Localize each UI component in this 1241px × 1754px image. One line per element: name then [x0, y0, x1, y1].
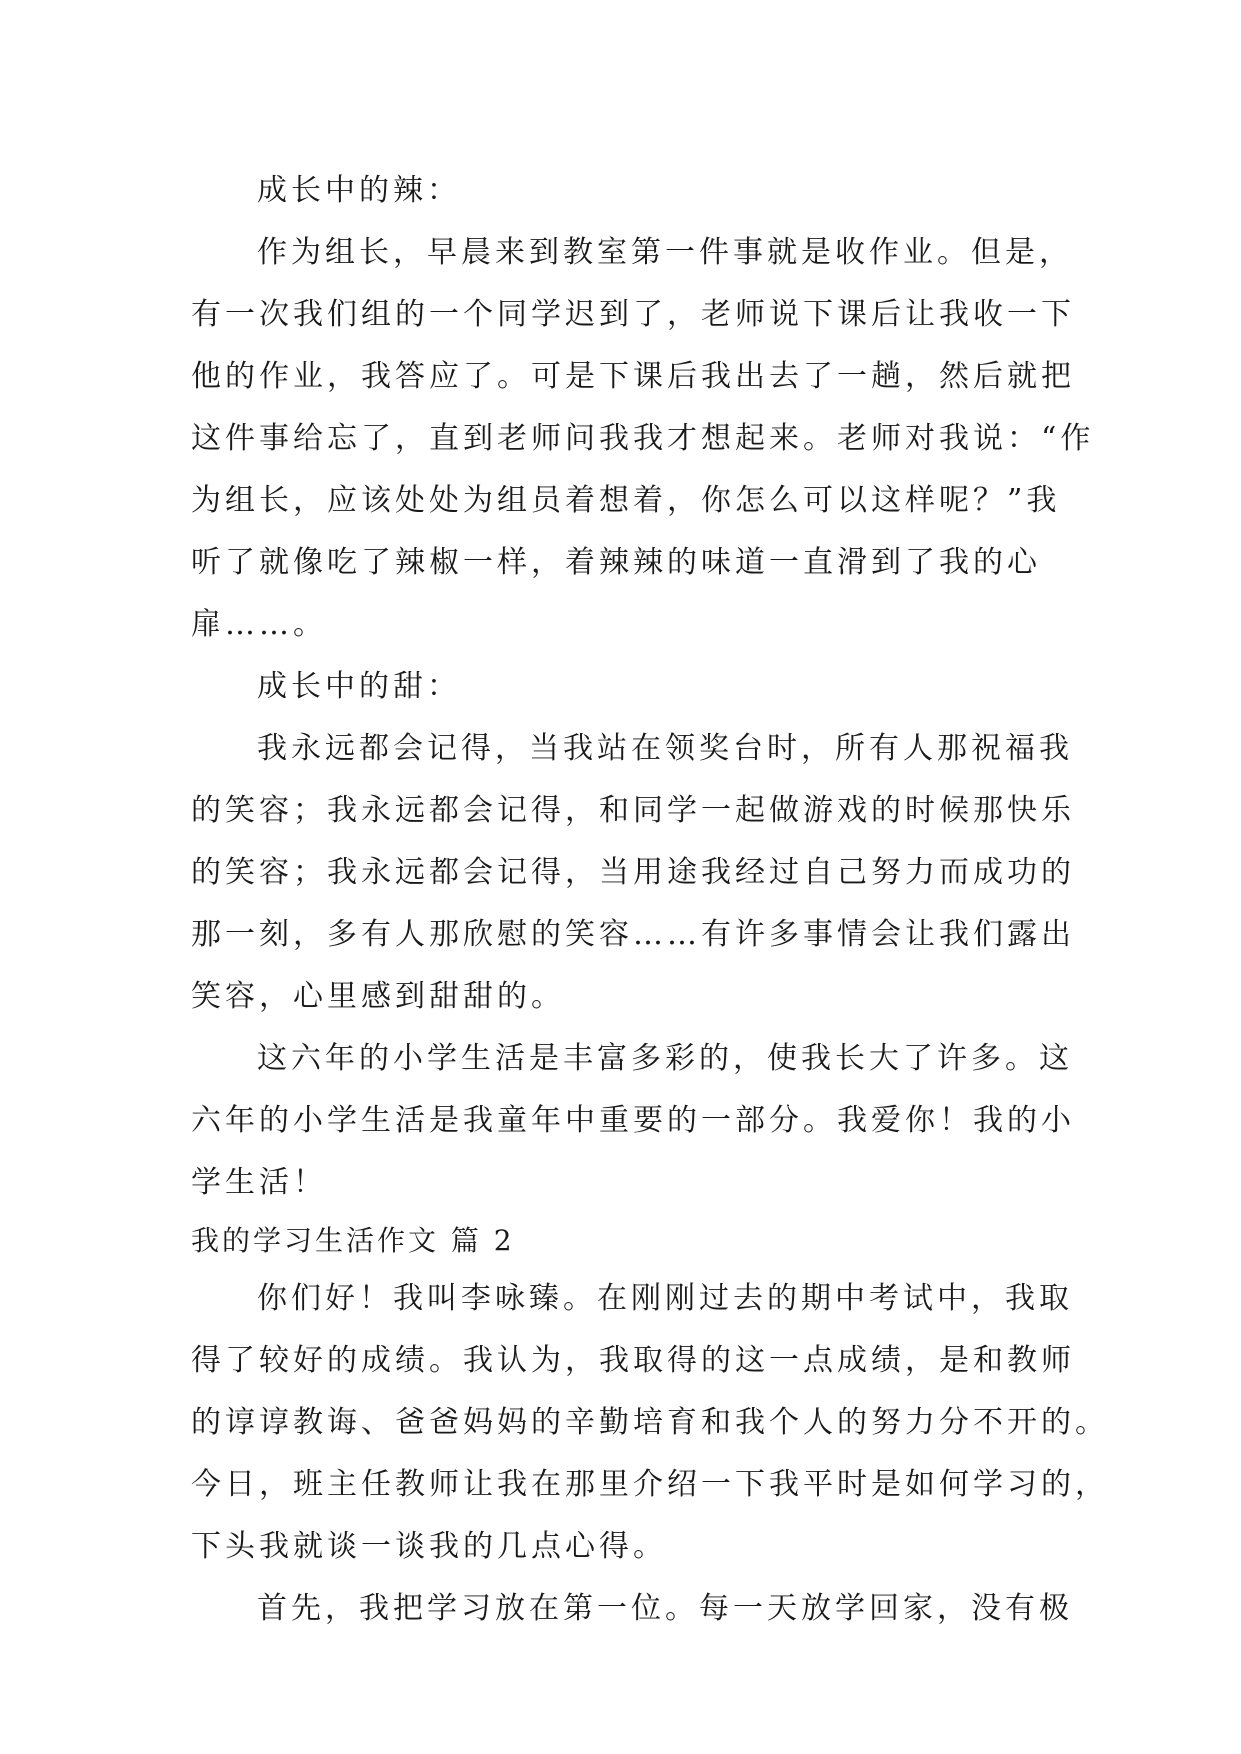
paragraph-line: 你们好！我叫李咏臻。在刚刚过去的期中考试中，我取 — [257, 1281, 1073, 1316]
paragraph-line: 听了就像吃了辣椒一样，着辣辣的味道一直滑到了我的心 — [191, 545, 1041, 580]
paragraph-line: 这六年的小学生活是丰富多彩的，使我长大了许多。这 — [257, 1041, 1073, 1076]
paragraph-line: 他的作业，我答应了。可是下课后我出去了一趟，然后就把 — [191, 359, 1075, 394]
paragraph-line: 下头我就谈一谈我的几点心得。 — [191, 1529, 667, 1564]
subheading-tian: 成长中的甜： — [257, 669, 461, 704]
paragraph-line: 六年的小学生活是我童年中重要的一部分。我爱你！我的小 — [191, 1103, 1075, 1138]
paragraph-line: 学生活！ — [191, 1165, 327, 1200]
paragraph-line: 我永远都会记得，当我站在领奖台时，所有人那祝福我 — [257, 731, 1073, 766]
document-body — [191, 160, 1109, 1640]
subheading-la: 成长中的辣： — [257, 173, 461, 208]
paragraph-line: 笑容，心里感到甜甜的。 — [191, 979, 565, 1014]
paragraph-line: 的笑容；我永远都会记得，当用途我经过自己努力而成功的 — [191, 855, 1075, 890]
paragraph-line: 有一次我们组的一个同学迟到了，老师说下课后让我收一下 — [191, 297, 1075, 332]
paragraph-line: 的笑容；我永远都会记得，和同学一起做游戏的时候那快乐 — [191, 793, 1075, 828]
paragraph-line: 为组长，应该处处为组员着想着，你怎么可以这样呢？”我 — [191, 483, 1061, 518]
paragraph-line: 首先，我把学习放在第一位。每一天放学回家，没有极 — [257, 1591, 1073, 1626]
paragraph-line: 这件事给忘了，直到老师问我我才想起来。老师对我说：“作 — [191, 421, 1095, 456]
paragraph-line: 得了较好的成绩。我认为，我取得的这一点成绩，是和教师 — [191, 1343, 1075, 1378]
paragraph-line: 那一刻，多有人那欣慰的笑容……有许多事情会让我们露出 — [191, 917, 1075, 952]
paragraph-line: 作为组长，早晨来到教室第一件事就是收作业。但是， — [257, 235, 1073, 270]
article-heading: 我的学习生活作文 篇 2 — [191, 1224, 515, 1257]
paragraph-line: 扉……。 — [191, 607, 327, 642]
paragraph-line: 今日，班主任教师让我在那里介绍一下我平时是如何学习的， — [191, 1467, 1109, 1502]
paragraph-line: 的谆谆教诲、爸爸妈妈的辛勤培育和我个人的努力分不开的。 — [191, 1405, 1109, 1440]
